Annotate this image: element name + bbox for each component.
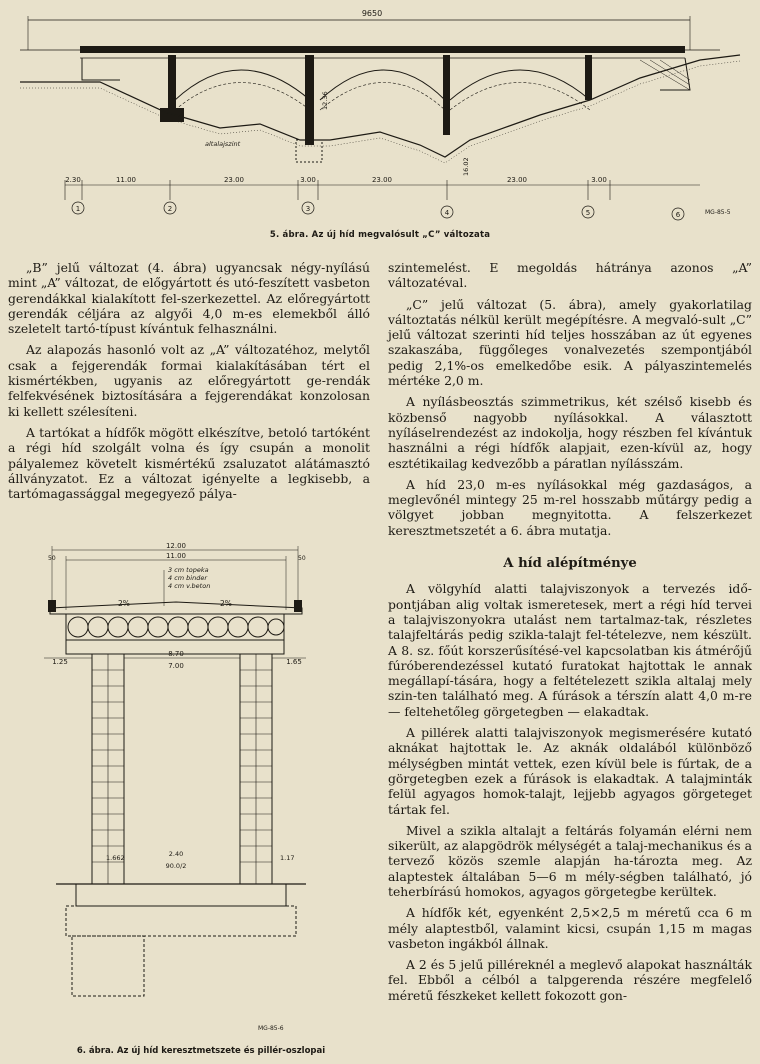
axis-label-4: 4 (444, 209, 450, 217)
left-offset-label: 1.25 (52, 658, 68, 666)
axis-label-1: 1 (75, 205, 81, 213)
left-edge-label: 50 (48, 555, 56, 562)
figure6-code: MG-85-6 (258, 1025, 284, 1032)
bottom-mid-dim: 2.40 (168, 850, 184, 858)
road-width-label: 11.00 (165, 552, 187, 560)
section-heading: A híd alépítménye (503, 556, 637, 572)
right-offset-label: 1.65 (286, 658, 302, 666)
paragraph-existing-foundations: A 2 és 5 jelű pilléreknél a meglevő alapokat használták fel. Ebből a célból a talpgerenda részére megfelelő méretű fészkeket kellett fokozott gon- (388, 957, 752, 1003)
between-label: 8.70 (168, 650, 184, 658)
pier-height-label-1: 12.36 (321, 91, 329, 110)
span-dim-2: 11.00 (115, 176, 137, 184)
axis-label-5: 5 (585, 209, 591, 217)
figure-6-caption: 6. ábra. Az új híd keresztmetszete és pillér-oszlopai (76, 1046, 326, 1056)
total-width-label: 12.00 (165, 542, 187, 550)
layer-2-label: 4 cm binder (168, 574, 208, 582)
paragraph-piers: A pillérek alatti talajviszonyok megismerésére kutató aknákat hajtottak le. Az aknák oldalából különböző mélységben mintát vettek, ezen kívül bele is fúrtak, de a görgetegben ezek a fúrások is elakadtak. A talajminták felül agyagos homok-talajt, lejjebb agyagos görgeteget tártak fel. (388, 725, 752, 817)
figure-code: MG-85-5 (705, 209, 731, 216)
inner-label: 7.00 (168, 662, 184, 670)
span-dim-3: 23.00 (223, 176, 245, 184)
right-column (388, 260, 752, 1009)
span-dim-4: 3.00 (300, 176, 316, 184)
axis-label-6: 6 (675, 211, 681, 219)
axis-label-3: 3 (305, 205, 311, 213)
left-column (8, 260, 370, 507)
right-edge-label: 50 (298, 555, 306, 562)
paragraph-continuation: szintemelést. E megoldás hátránya azonos „A” változatéval. (388, 260, 752, 291)
pier-height-label-2: 16.02 (462, 157, 470, 176)
slope-right-label: 2% (220, 599, 232, 608)
column-dim: 90.0/2 (165, 862, 187, 870)
bridge-elevation-figure (0, 0, 760, 230)
paragraph-economy: A híd 23,0 m-es nyílásokkal még gazdaságos, a meglevőnél mintegy 25 m-rel hosszabb műtárgy pedig a völgyet jobban megnyitotta. A felszerkezet keresztmetszetét a 6. ábra mutatja. (388, 476, 752, 538)
paragraph-abutments: A hídfők két, egyenként 2,5×2,5 m méretű cca 6 m mély alaptestből, valamint kicsi, csupán 1,15 m magas vasbeton ingákból állnak. (388, 905, 752, 951)
overall-dim-label: 9650 (361, 9, 383, 18)
span-dim-1: 2.30 (65, 176, 81, 184)
layer-3-label: 4 cm v.beton (168, 582, 211, 590)
paragraph-foundation: Az alapozás hasonló volt az „A” változatéhoz, melytől csak a fejgerendák formai kialakításában tért el kismértékben, ugyanis az előregyártott ge-rendák felfekvésének biztosítására a fejgerendákat konzolosan ki kellett szélesíteni. (8, 342, 370, 419)
span-dim-7: 3.00 (591, 176, 607, 184)
cross-section-figure (36, 540, 366, 1040)
paragraph-soil: A völgyhíd alatti talajviszonyok a tervezés idő-pontjában alig voltak ismeretesek, mert a régi híd tervei a talajviszonyokra utalást nem tartalmaz-tak, részletes talajfeltárás pedig szikla-talajt fel-tételezve, nem készült. A 8. sz. főút korszerűsítésé-vel kapcsolatban kis átmérőjű fúróberendezéssel kutató furatokat hajtottak le annak megállapí-tására, hogy a feltételezett szikla altalaj mely szin-ten található meg. A fúrások a térszín alatt 4,0 m-re — feltehetőleg görgetegben — elakadtak. (388, 581, 752, 719)
span-dim-5: 23.00 (371, 176, 393, 184)
bottom-right-dim: 1.17 (280, 854, 295, 862)
paragraph-c-variant: „C” jelű változat (5. ábra), amely gyakorlatilag változtatás nélkül került megépítésre. A megvaló-sult „C” jelű változat szerinti híd teljes hosszában az út egyenes szakaszába, függőleges vonalvezetés szempontjából pedig 2,1%-os emelkedőbe esik. A pályaszintemelés mértéke 2,0 m. (388, 296, 752, 389)
paragraph-spans: A nyílásbeosztás szimmetrikus, két szélső kisebb és közbenső nagyobb nyílásokkal. A választott nyíláselrendezést az indokolja, hogy részben fel kívántuk használni a régi hídfők alapjait, ezen-kívül az, hogy esztétikailag kedvezőbb a páratlan nyílásszám. (388, 394, 752, 471)
paragraph-b-variant: „B” jelű változat (4. ábra) ugyancsak négy-nyílású mint „A” változat, de előgyártott és utó-feszített vasbeton gerendákkal kialakított fel-szerkezettel. Az előregyártott gerendák céljára az algyői 4,0 m-es elemekből álló szeletelt tartó-típust kívántuk felhasználni. (8, 260, 370, 337)
figure-5-caption: 5. ábra. Az új híd megvalósult „C” változata (269, 230, 491, 240)
paragraph-girders: A tartókat a hídfők mögött elkészítve, betoló tartóként a régi híd szolgált volna és így csupán a monolit pályalemez követelt kismértékű zsaluzatot alátámasztó állványzatot. Ez a változat igényelte a legkisebb, a tartómagassággal megegyező pálya- (8, 424, 370, 502)
layer-1-label: 3 cm topeka (168, 566, 209, 574)
paragraph-bedrock: Mivel a szikla altalajt a feltárás folyamán elérni nem sikerült, az alapgödrök mélységét a talaj-mechanikus és a tervező közös szemle alapján ha-tározta meg. Az alaptestek általában 5—6 m mély-ségben található, jó teherbírású homokos, agyagos görgetegbe kerültek. (388, 822, 752, 899)
axis-label-2: 2 (167, 205, 173, 213)
span-dim-6: 23.00 (506, 176, 528, 184)
foundation-label: altalajszint (205, 140, 241, 148)
bottom-left-dim: 1.662 (106, 854, 125, 862)
slope-left-label: 2% (118, 599, 130, 608)
